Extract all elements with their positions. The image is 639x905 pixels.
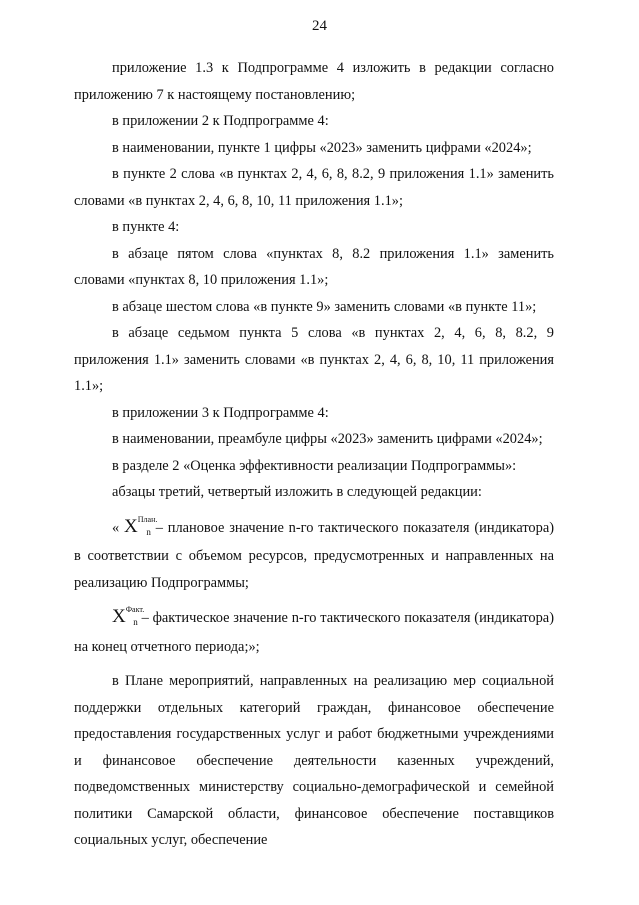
paragraph-7: в абзаце шестом слова «в пункте 9» заменить словами «в пункте 11»; — [112, 298, 537, 315]
paragraph-6: в абзаце пятом слова «пунктах 8, 8.2 приложения 1.1» заменить словами «пунктах 8, 10 приложения 1.1»; — [74, 245, 554, 288]
paragraph-5: в пункте 4: — [112, 219, 180, 235]
formula-1-subscript: n — [146, 526, 151, 537]
paragraph-11: в разделе 2 «Оценка эффективности реализации Подпрограммы»: — [112, 457, 517, 474]
paragraph-3: в наименовании, пункте 1 цифры «2023» заменить цифрами «2024»; — [112, 139, 532, 156]
paragraph-9: в приложении 3 к Подпрограмме 4: — [112, 404, 329, 421]
formula-1-symbol: X — [124, 515, 138, 537]
formula-1-superscript: План. — [137, 514, 158, 524]
page-number: 24 — [312, 18, 327, 34]
formula-2-text: – фактическое значение n-го тактического показателя (индикатора) на конец отчетного периода;»; — [74, 610, 554, 655]
formula-2-symbol: X — [112, 606, 126, 627]
formula-1-text: – плановое значение n-го тактического показателя (индикатора) в соответствии с объемом ресурсов, предусмотренных и направленных на реализацию Подпрограммы; — [74, 519, 554, 591]
paragraph-10: в наименовании, преамбуле цифры «2023» заменить цифрами «2024»; — [112, 431, 543, 447]
paragraph-4: в пункте 2 слова «в пунктах 2, 4, 6, 8, 8.2, 9 приложения 1.1» заменить словами «в пунктах 2, 4, 6, 8, 10, 11 приложения 1.1»; — [74, 166, 554, 209]
formula-2-paragraph — [74, 604, 554, 660]
formula-1-open-quote: « — [112, 519, 120, 536]
paragraph-1: приложение 1.3 к Подпрограмме 4 изложить в редакции согласно приложению 7 к настоящему постановлению; — [74, 60, 554, 103]
paragraph-12: абзацы третий, четвертый изложить в следующей редакции: — [112, 484, 482, 500]
formula-1-paragraph — [74, 514, 554, 597]
paragraph-13: в Плане мероприятий, направленных на реализацию мер социальной поддержки отдельных категорий граждан, финансовое обеспечение предоставления государственных услуг и работ бюджетными учреждениями и финансовое обеспечение деятельности казенных учреждений, подведомственных министерству социально-демографической и семейной политики Самарской области, финансовое обеспечение поставщиков социальных услуг, обеспечение — [74, 673, 554, 848]
document-body — [74, 55, 554, 854]
formula-2-subscript: n — [133, 617, 138, 627]
paragraph-2: в приложении 2 к Подпрограмме 4: — [112, 113, 329, 129]
paragraph-8: в абзаце седьмом пункта 5 слова «в пунктах 2, 4, 6, 8, 8.2, 9 приложения 1.1» заменить словами «в пунктах 2, 4, 6, 8, 10, 11 приложения 1.1»; — [74, 325, 554, 394]
formula-2-superscript: Факт. — [125, 605, 145, 614]
